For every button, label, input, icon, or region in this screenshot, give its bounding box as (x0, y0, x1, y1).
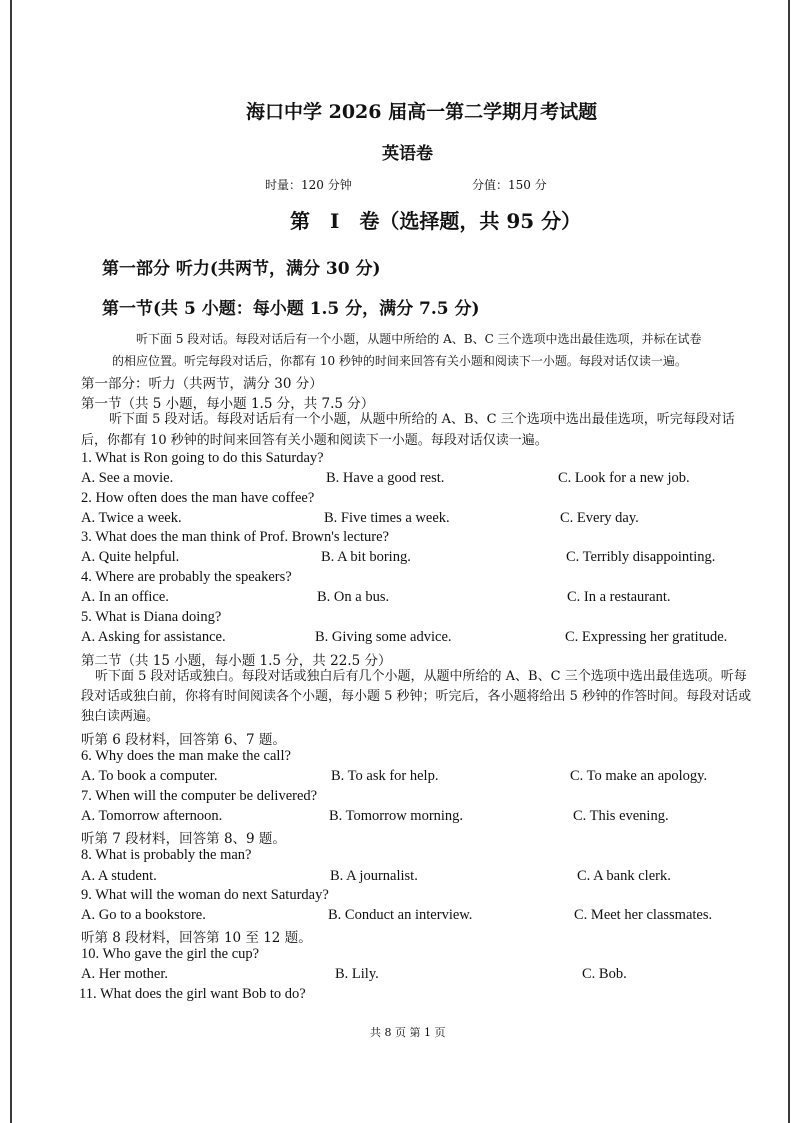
exam-title: 海口中学 2026 届高一第二学期月考试题 (246, 101, 598, 123)
q4-option-c: C. In a restaurant. (567, 589, 671, 605)
q6-option-c: C. To make an apology. (570, 768, 708, 784)
q7-option-c: C. This evening. (573, 808, 669, 824)
material-6-note: 听第 6 段材料，回答第 6、7 题。 (81, 732, 286, 748)
section2-heading: 第二节（共 15 小题，每小题 1.5 分，共 22.5 分） (81, 653, 392, 669)
q5-option-c: C. Expressing her gratitude. (565, 629, 728, 645)
material-8-note: 听第 8 段材料，回答第 10 至 12 题。 (81, 930, 312, 946)
q2-option-b: B. Five times a week. (324, 510, 450, 526)
scan-right-edge (788, 0, 790, 1123)
part1-heading: 第一部分 听力(共两节，满分 30 分) (102, 259, 381, 279)
q8-option-a: A. A student. (81, 868, 157, 884)
repeat-instruction: 听下面 5 段对话。每段对话后有一个小题，从题中所给的 A、B、C 三个选项中选出最佳选项，听完每段对话后，你都有 10 秒钟的时间来回答有关小题和阅读下一小题。每段对话仅读一遍。 (81, 412, 735, 448)
q1-option-c: C. Look for a new job. (558, 470, 690, 486)
exam-score: 分值：150 分 (472, 178, 547, 192)
q3-option-a: A. Quite helpful. (81, 549, 180, 565)
q9-option-b: B. Conduct an interview. (328, 907, 473, 923)
q3-option-b: B. A bit boring. (321, 549, 411, 565)
q7-option-b: B. Tomorrow morning. (329, 808, 464, 824)
repeat-section-heading: 第一节（共 5 小题，每小题 1.5 分，共 7.5 分） (81, 396, 375, 412)
question-5: 5. What is Diana doing? (81, 609, 222, 625)
q4-option-a: A. In an office. (81, 589, 169, 605)
question-9: 9. What will the woman do next Saturday? (81, 887, 329, 903)
instruction-line-1: 听下面 5 段对话。每段对话后有一个小题，从题中所给的 A、B、C 三个选项中选出最佳选项，并标在试卷 (136, 332, 702, 346)
q6-option-a: A. To book a computer. (81, 768, 218, 784)
paper-subtitle: 英语卷 (382, 144, 433, 164)
section2-instruction: 听下面 5 段对话或独白。每段对话或独白后有几个小题，从题中所给的 A、B、C 三个选项中选出最佳选项。听每段对话或独白前，你将有时间阅读各个小题，每小题 5 秒钟；听完后，各小题将给出 5 秒钟的作答时间。每段对话或独白读两遍。 (81, 669, 752, 724)
exam-time: 时量：120 分钟 (265, 178, 352, 192)
q3-option-c: C. Terribly disappointing. (566, 549, 716, 565)
page-footer: 共 8 页 第 1 页 (370, 1026, 446, 1039)
q8-option-c: C. A bank clerk. (577, 868, 671, 884)
section1-heading: 第一节(共 5 小题：每小题 1.5 分，满分 7.5 分) (102, 299, 480, 319)
volume-title: 第 I 卷（选择题，共 95 分） (290, 209, 582, 233)
q9-option-c: C. Meet her classmates. (574, 907, 713, 923)
q6-option-b: B. To ask for help. (331, 768, 439, 784)
material-7-note: 听第 7 段材料，回答第 8、9 题。 (81, 831, 286, 847)
instruction-line-2: 的相应位置。听完每段对话后，你都有 10 秒钟的时间来回答有关小题和阅读下一小题。每段对话仅读一遍。 (112, 354, 687, 368)
q9-option-a: A. Go to a bookstore. (81, 907, 206, 923)
q5-option-a: A. Asking for assistance. (81, 629, 226, 645)
q8-option-b: B. A journalist. (330, 868, 418, 884)
question-11: 11. What does the girl want Bob to do? (79, 986, 306, 1002)
q10-option-b: B. Lily. (335, 966, 379, 982)
question-1: 1. What is Ron going to do this Saturday? (81, 450, 324, 466)
scan-left-edge (10, 0, 12, 1123)
question-7: 7. When will the computer be delivered? (81, 788, 318, 804)
q2-option-a: A. Twice a week. (81, 510, 182, 526)
q1-option-a: A. See a movie. (81, 470, 174, 486)
question-6: 6. Why does the man make the call? (81, 748, 291, 764)
q10-option-c: C. Bob. (582, 966, 627, 982)
question-3: 3. What does the man think of Prof. Brown's lecture? (81, 529, 389, 545)
question-2: 2. How often does the man have coffee? (81, 490, 315, 506)
repeat-part-heading: 第一部分：听力（共两节，满分 30 分） (81, 376, 323, 392)
q1-option-b: B. Have a good rest. (326, 470, 445, 486)
question-8: 8. What is probably the man? (81, 847, 252, 863)
q7-option-a: A. Tomorrow afternoon. (81, 808, 223, 824)
question-10: 10. Who gave the girl the cup? (81, 946, 260, 962)
q2-option-c: C. Every day. (560, 510, 639, 526)
question-4: 4. Where are probably the speakers? (81, 569, 292, 585)
q4-option-b: B. On a bus. (317, 589, 390, 605)
q5-option-b: B. Giving some advice. (315, 629, 452, 645)
q10-option-a: A. Her mother. (81, 966, 168, 982)
